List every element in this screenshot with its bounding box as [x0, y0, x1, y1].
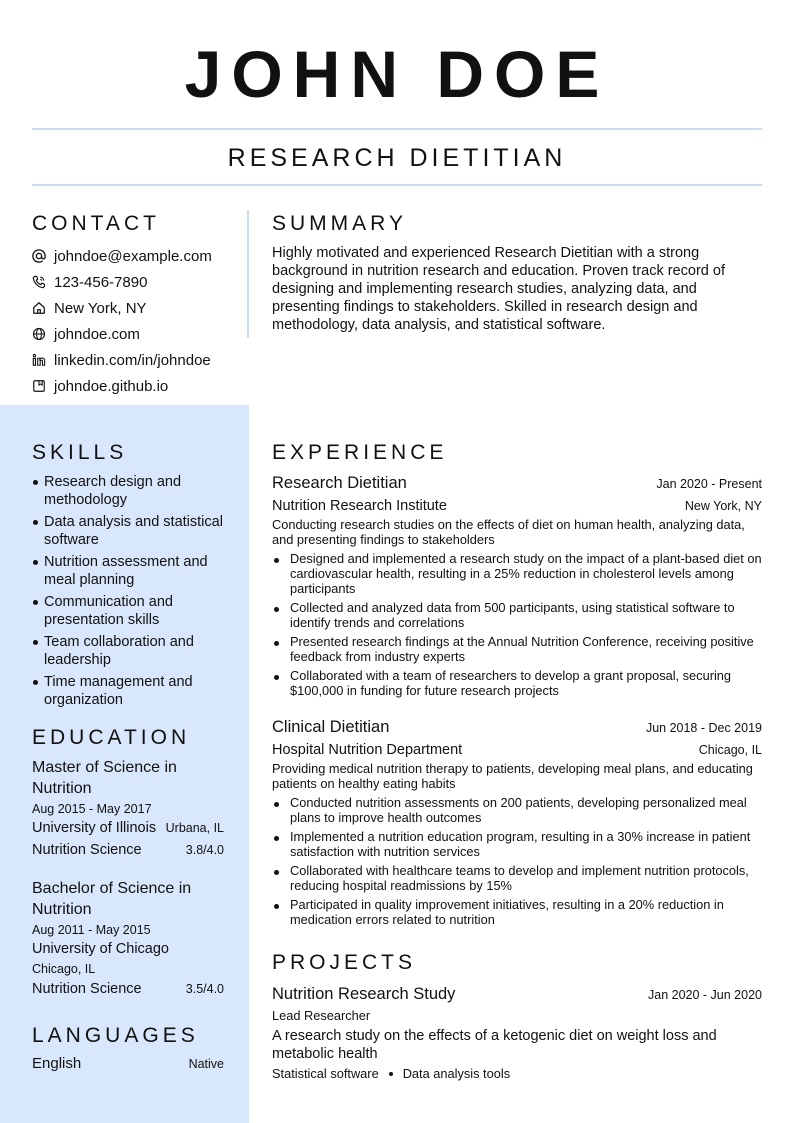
github-icon	[32, 379, 46, 393]
contact-heading: CONTACT	[32, 212, 160, 235]
contact-item-email[interactable]	[32, 243, 242, 269]
skill-item: Team collaboration and leadership	[32, 633, 232, 669]
contact-list	[32, 243, 242, 399]
job-bullet: Participated in quality improvement initiatives, resulting in a 20% reduction in medication errors related to nutrition	[272, 897, 762, 927]
tool-separator	[389, 1072, 393, 1076]
projects-heading: PROJECTS	[272, 951, 417, 974]
job-bullet: Implemented a nutrition education program, resulting in a 30% increase in patient satisfaction with nutrition services	[272, 829, 762, 859]
job-header	[272, 716, 762, 738]
contact-item-phone[interactable]	[32, 269, 242, 295]
job-bullets	[272, 551, 762, 698]
job-bullet: Conducted nutrition assessments on 200 patients, developing personalized meal plans to improve health outcomes	[272, 795, 762, 825]
experience-entry-research-dietitian	[272, 472, 762, 702]
education-field-row	[32, 978, 224, 1000]
education-entry-bachelors	[32, 878, 224, 1000]
job-organization: Hospital Nutrition Department	[272, 742, 463, 758]
column-divider	[247, 210, 249, 338]
job-organization: Nutrition Research Institute	[272, 498, 447, 514]
education-degree: Master of Science in Nutrition	[32, 759, 177, 797]
skill-item: Research design and methodology	[32, 473, 232, 509]
contact-website-text: johndoe.com	[54, 325, 140, 343]
skill-item: Communication and presentation skills	[32, 593, 232, 629]
home-icon	[32, 301, 46, 315]
education-school-row	[32, 938, 224, 960]
contact-phone-text: 123-456-7890	[54, 273, 148, 291]
education-location: Urbana, IL	[165, 821, 224, 835]
project-tool: Statistical software	[272, 1066, 379, 1081]
language-level: Native	[188, 1057, 224, 1071]
project-header	[272, 983, 762, 1005]
phone-icon	[32, 275, 46, 289]
education-dates: Aug 2011 - May 2015	[32, 923, 151, 937]
globe-icon	[32, 327, 46, 341]
education-location: Chicago, IL	[32, 962, 96, 976]
sidebar-wave	[0, 395, 249, 440]
education-degree: Bachelor of Science in Nutrition	[32, 880, 192, 918]
project-entry	[272, 983, 762, 1083]
contact-item-location	[32, 295, 242, 321]
experience-heading: EXPERIENCE	[272, 441, 448, 464]
education-field-row	[32, 839, 224, 861]
skill-item: Time management and organization	[32, 673, 232, 709]
job-title: RESEARCH DIETITIAN	[227, 144, 567, 172]
contact-item-website[interactable]	[32, 321, 242, 347]
job-bullet: Presented research findings at the Annual Nutrition Conference, receiving positive feedback from industry experts	[272, 634, 762, 664]
job-bullet: Collected and analyzed data from 500 participants, using statistical software to identify trends and correlations	[272, 600, 762, 630]
contact-item-linkedin[interactable]	[32, 347, 242, 373]
education-field: Nutrition Science	[32, 981, 142, 997]
contact-linkedin-text: linkedin.com/in/johndoe	[54, 351, 211, 369]
education-school: University of Chicago	[32, 941, 169, 957]
project-tools	[272, 1065, 762, 1083]
education-heading: EDUCATION	[32, 726, 191, 749]
skills-list	[32, 473, 232, 713]
header-rule-bottom	[32, 184, 762, 186]
project-tool: Data analysis tools	[402, 1066, 511, 1081]
header-rule-top	[32, 128, 762, 130]
languages-heading: LANGUAGES	[32, 1024, 199, 1047]
project-name: Nutrition Research Study	[272, 985, 456, 1003]
language-item	[32, 1055, 224, 1072]
job-location: New York, NY	[684, 499, 762, 513]
experience-entry-clinical-dietitian	[272, 716, 762, 931]
education-dates: Aug 2015 - May 2017	[32, 802, 152, 816]
job-bullets	[272, 795, 762, 927]
contact-item-github[interactable]	[32, 373, 242, 399]
job-description: Conducting research studies on the effects of diet on human health, analyzing data, and presenting findings to stakeholders	[272, 517, 745, 547]
job-bullet: Collaborated with healthcare teams to develop and implement nutrition protocols, reducing hospital readmissions by 15%	[272, 863, 762, 893]
summary-heading: SUMMARY	[272, 212, 407, 235]
language-name: English	[32, 1055, 82, 1072]
contact-location-text: New York, NY	[54, 299, 147, 317]
project-dates: Jan 2020 - Jun 2020	[648, 988, 762, 1002]
linkedin-icon	[32, 353, 46, 367]
education-school: University of Illinois	[32, 820, 157, 836]
job-subheader	[272, 740, 762, 760]
job-bullet: Designed and implemented a research study on the impact of a plant-based diet on cardiovascular health, resulting in a 25% reduction in cholesterol levels among participants	[272, 551, 762, 596]
job-dates: Jan 2020 - Present	[656, 477, 762, 491]
education-entry-masters	[32, 757, 224, 861]
job-header	[272, 472, 762, 494]
job-location: Chicago, IL	[698, 743, 762, 757]
at-icon	[32, 249, 46, 263]
skill-item: Nutrition assessment and meal planning	[32, 553, 232, 589]
skill-item: Data analysis and statistical software	[32, 513, 232, 549]
education-gpa: 3.5/4.0	[185, 982, 224, 996]
job-description: Providing medical nutrition therapy to patients, developing meal plans, and educating patients on healthy eating habits	[272, 761, 753, 791]
summary-text: Highly motivated and experienced Research Dietitian with a strong background in nutrition research and education. Proven track record of designing and implementing research studies, analyzing data, and presenting findings to stakeholders. Skilled in research design and methodology, data analysis, and statistical software.	[272, 245, 725, 333]
project-role: Lead Researcher	[272, 1008, 371, 1023]
education-field: Nutrition Science	[32, 842, 142, 858]
education-school-row	[32, 817, 224, 839]
education-gpa: 3.8/4.0	[185, 843, 224, 857]
project-description: A research study on the effects of a ketogenic diet on weight loss and metabolic health	[272, 1028, 717, 1062]
job-role: Research Dietitian	[272, 474, 407, 492]
contact-email-text: johndoe@example.com	[54, 247, 212, 265]
job-bullet: Collaborated with a team of researchers to develop a grant proposal, securing $100,000 in funding for future research projects	[272, 668, 762, 698]
job-subheader	[272, 496, 762, 516]
job-dates: Jun 2018 - Dec 2019	[645, 721, 762, 735]
skills-heading: SKILLS	[32, 441, 128, 464]
job-role: Clinical Dietitian	[272, 718, 390, 736]
contact-github-text: johndoe.github.io	[54, 377, 169, 395]
candidate-name: JOHN DOE	[184, 37, 610, 111]
